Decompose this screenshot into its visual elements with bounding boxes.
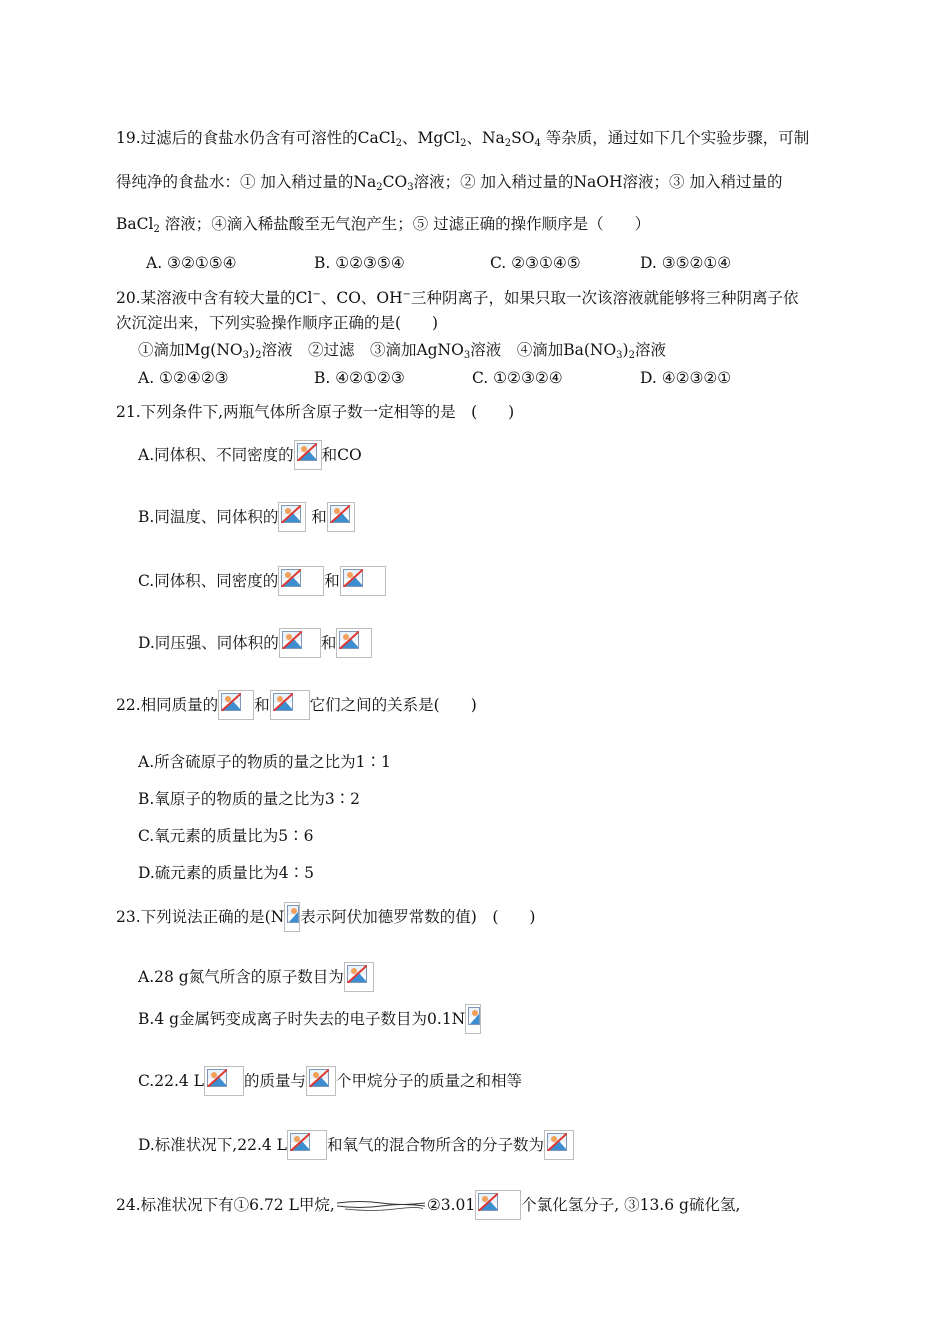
formula-image-placeholder — [270, 690, 310, 720]
formula-image-placeholder — [475, 1190, 521, 1220]
q21-option-a: A.同体积、不同密度的 和CO — [138, 440, 362, 470]
q20-option-b: B. ④②①②③ — [314, 369, 405, 387]
formula-image-placeholder — [287, 1130, 327, 1160]
formula-image-placeholder — [465, 1004, 481, 1034]
formula-image-placeholder — [204, 1066, 244, 1096]
formula-image-placeholder — [306, 1066, 336, 1096]
formula-image-placeholder — [294, 440, 322, 470]
formula-image-placeholder — [278, 502, 306, 532]
q21-stem: 21.下列条件下,两瓶气体所含原子数一定相等的是 ( ) — [116, 403, 515, 421]
q23-option-b: B.4 g金属钙变成离子时失去的电子数目为0.1N — [138, 1004, 481, 1034]
q19-line-3: BaCl$_2$ 溶液；④滴入稀盐酸至无气泡产生；⑤ 过滤正确的操作顺序是（ ） — [116, 215, 651, 235]
formula-image-placeholder — [544, 1130, 574, 1160]
formula-image-placeholder — [218, 690, 254, 720]
formula-image-placeholder — [344, 962, 374, 992]
formula-image-placeholder — [278, 566, 324, 596]
q19-line-1: 19.过滤后的食盐水仍含有可溶性的CaCl$_2$、MgCl$_2$、$Na_2SO_4$ 等杂质，通过如下几个实验步骤，可制 — [116, 129, 810, 149]
formula-image-placeholder — [279, 628, 321, 658]
q21-option-b: B.同温度、同体积的 和 — [138, 502, 355, 532]
q22-stem: 22.相同质量的 和 它们之间的关系是( ) — [116, 690, 477, 720]
q19-option-b: B. ①②③⑤④ — [314, 254, 405, 272]
q19-option-d: D. ③⑤②①④ — [640, 254, 732, 272]
q21-option-d: D.同压强、同体积的 和 — [138, 628, 372, 658]
wavy-underline-graphic — [335, 1198, 427, 1212]
q24-stem: 24.标准状况下有①6.72 L甲烷, ②3.01 个氯化氢分子, ③13.6 g硫化氢, — [116, 1190, 740, 1220]
q22-option-b: B.氧原子的物质的量之比为3∶2 — [138, 790, 361, 808]
q20-line-1: 20.某溶液中含有较大量的Cl−、CO、OH−三种阴离子，如果只取一次该溶液就能够将三种阴离子依 — [116, 289, 799, 307]
q23-stem: 23.下列说法正确的是(N 表示阿伏加德罗常数的值) ( ) — [116, 902, 535, 932]
q21-option-c: C.同体积、同密度的 和 — [138, 566, 386, 596]
q20-option-c: C. ①②③②④ — [472, 369, 563, 387]
q23-option-d: D.标准状况下,22.4 L 和氧气的混合物所含的分子数为 — [138, 1130, 574, 1160]
q20-line-2: 次沉淀出来，下列实验操作顺序正确的是( ) — [116, 314, 439, 332]
q19-line-2: 得纯净的食盐水：① 加入稍过量的$Na_2CO_3$溶液；② 加入稍过量的NaOH溶液；③ 加入稍过量的 — [116, 173, 783, 193]
q22-option-c: C.氧元素的质量比为5∶6 — [138, 827, 314, 845]
q20-line-3: ①滴加$Mg(NO_3)_2$溶液 ②过滤 ③滴加AgNO$_3$溶液 ④滴加$Ba(NO_3)_2$溶液 — [138, 341, 666, 361]
q23-option-a: A.28 g氮气所含的原子数目为 — [138, 962, 374, 992]
q19-option-a: A. ③②①⑤④ — [146, 254, 237, 272]
formula-image-placeholder — [340, 566, 386, 596]
q22-option-d: D.硫元素的质量比为4∶5 — [138, 864, 315, 882]
q19-option-c: C. ②③①④⑤ — [490, 254, 581, 272]
formula-image-placeholder — [336, 628, 372, 658]
q20-option-d: D. ④②③②① — [640, 369, 732, 387]
q22-option-a: A.所含硫原子的物质的量之比为1∶1 — [138, 753, 391, 771]
q20-option-a: A. ①②④②③ — [138, 369, 229, 387]
formula-image-placeholder — [327, 502, 355, 532]
formula-image-placeholder — [284, 902, 300, 932]
q23-option-c: C.22.4 L 的质量与 个甲烷分子的质量之和相等 — [138, 1066, 522, 1096]
